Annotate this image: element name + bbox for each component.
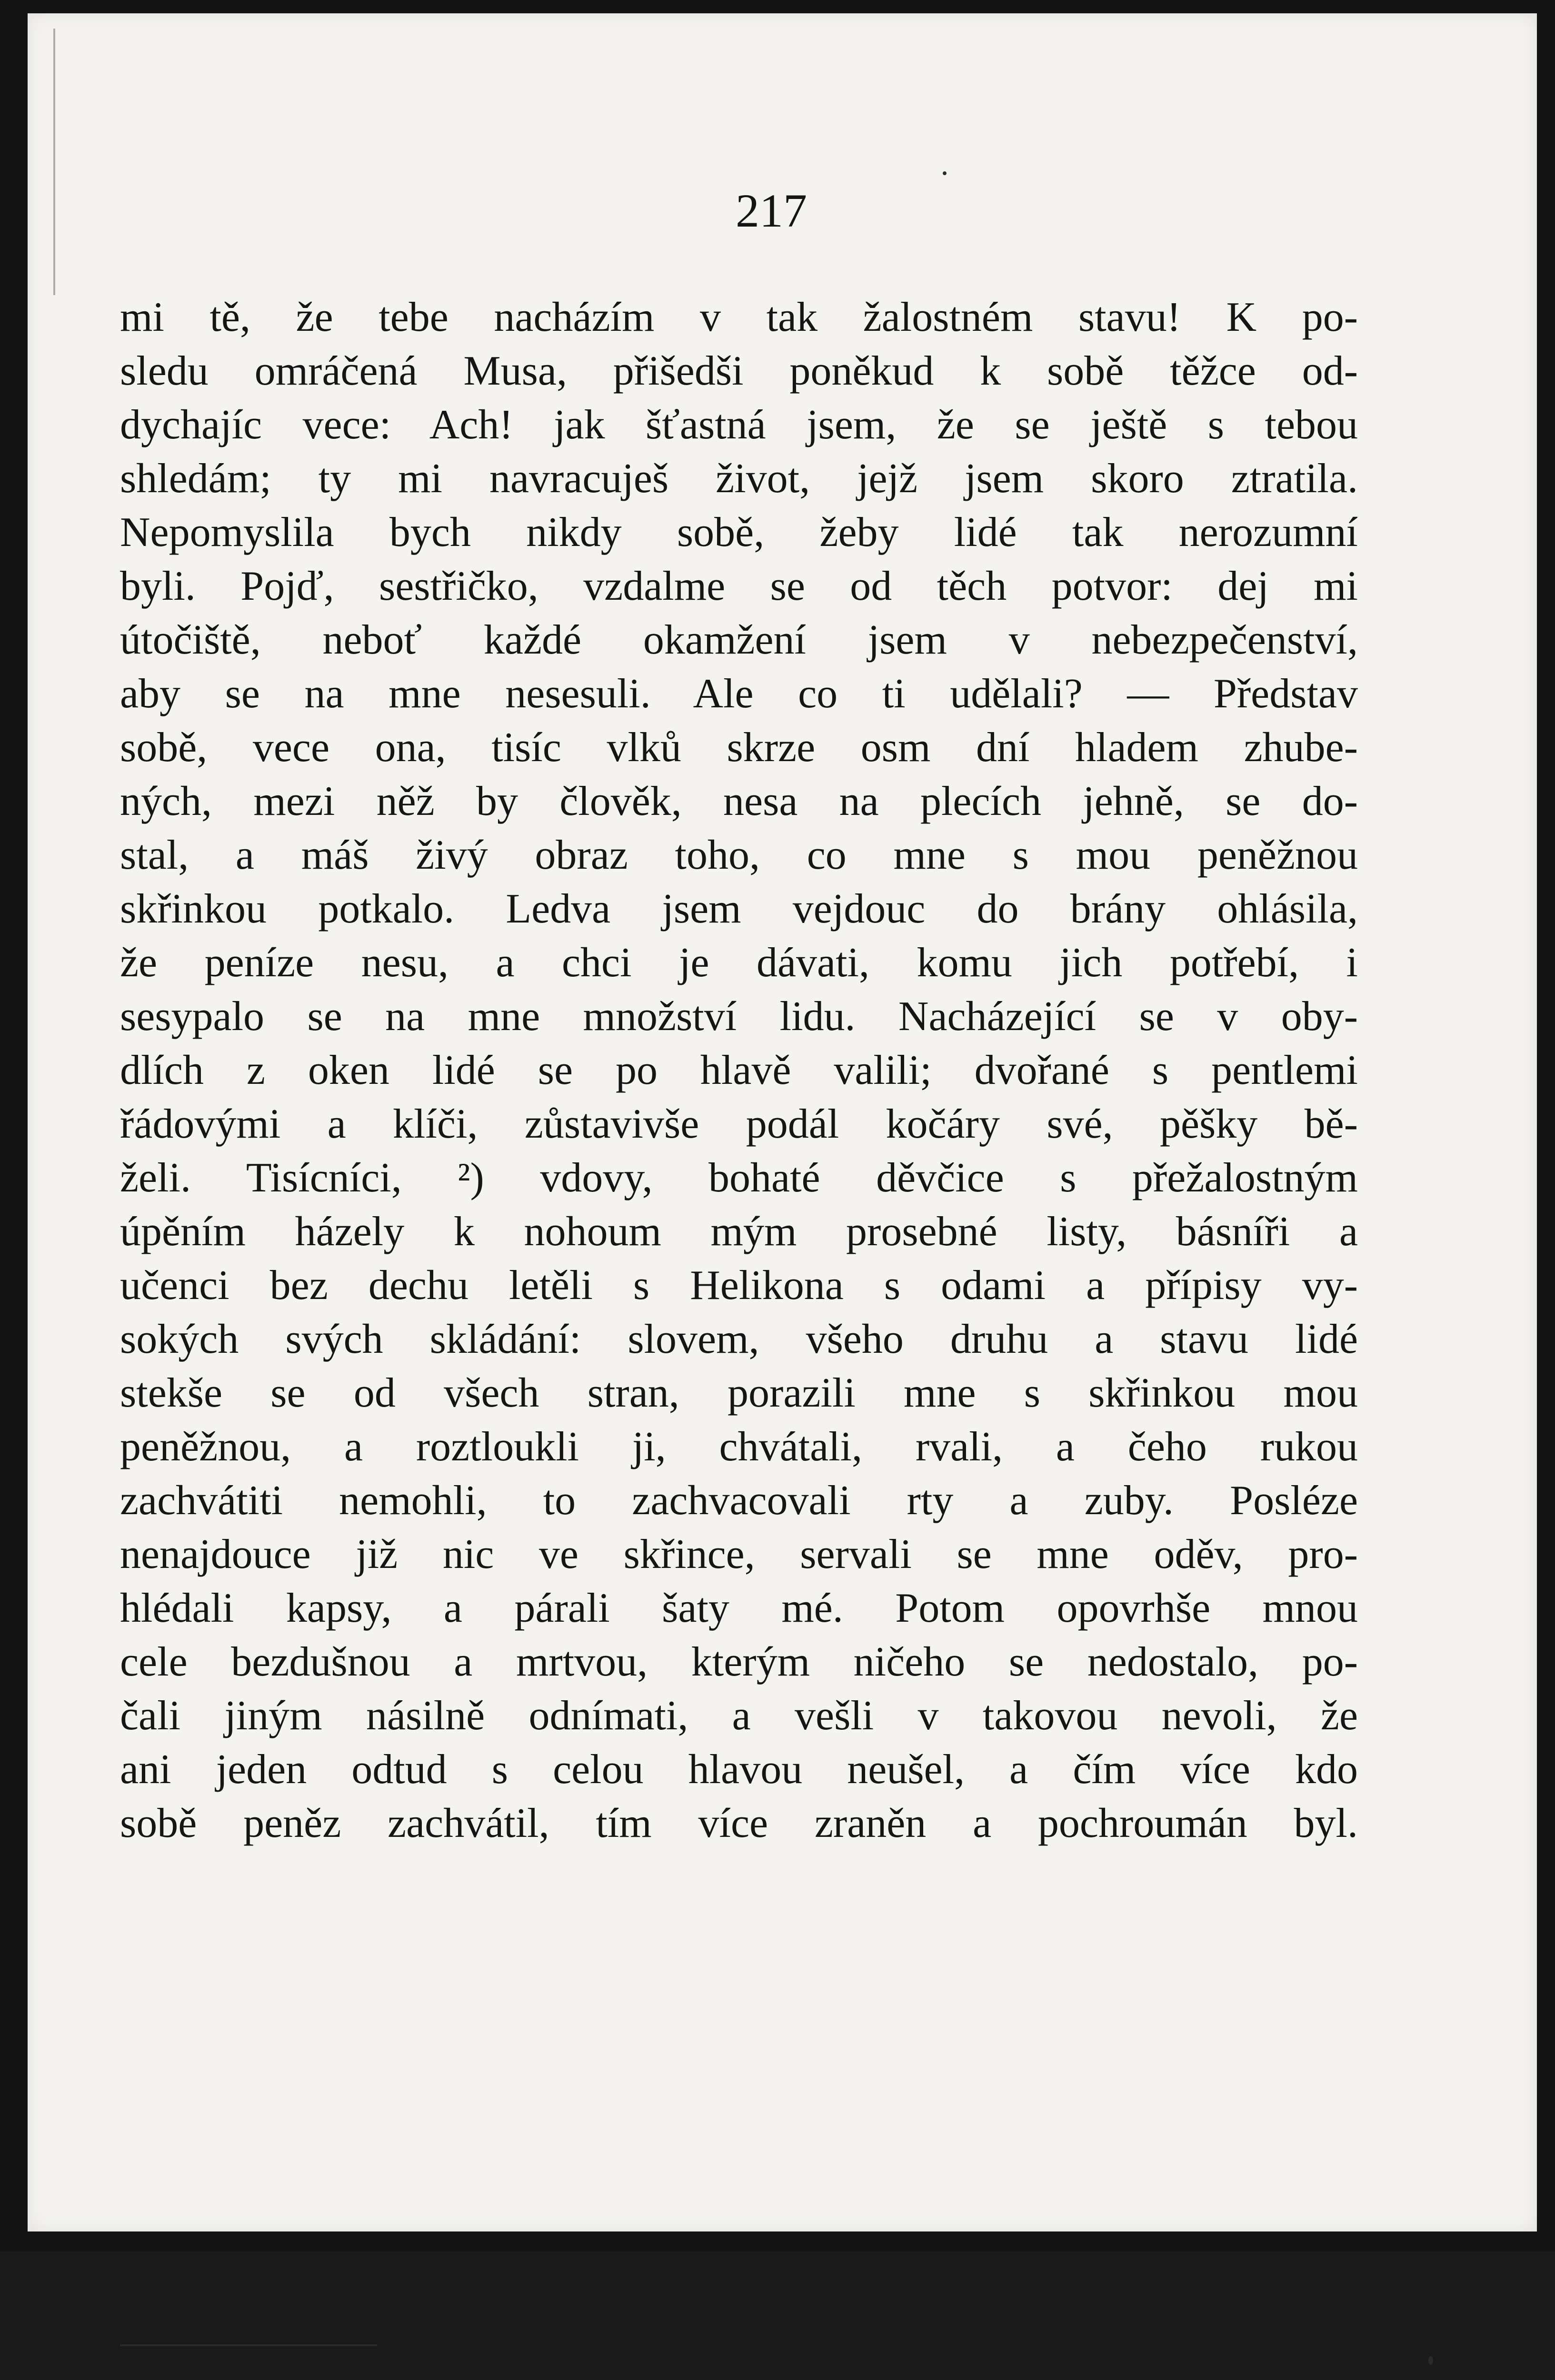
page-number: 217 xyxy=(736,184,807,237)
scan-artifact-line xyxy=(53,29,55,295)
text-line-18: úpěním házely k nohoum mým prosebné listy, básníři a xyxy=(120,1209,1358,1255)
scan-speck xyxy=(1428,2356,1433,2365)
text-line-26: cele bezdušnou a mrtvou, kterým ničeho se nedostalo, po- xyxy=(120,1639,1358,1685)
text-line-11: stal, a máš živý obraz toho, co mne s mou peněžnou xyxy=(120,832,1358,878)
text-line-16: řádovými a klíči, zůstavivše podál kočáry své, pěšky bě- xyxy=(120,1101,1358,1147)
text-line-7: útočiště, neboť každé okamžení jsem v nebezpečenství, xyxy=(120,617,1358,663)
text-line-28: ani jeden odtud s celou hlavou neušel, a čím více kdo xyxy=(120,1746,1358,1793)
text-line-4: shledám; ty mi navracuješ život, jejž jsem skoro ztratila. xyxy=(120,456,1358,502)
text-line-2: sledu omráčená Musa, přišedši poněkud k sobě těžce od- xyxy=(120,348,1358,394)
text-line-20: sokých svých skládání: slovem, všeho druhu a stavu lidé xyxy=(120,1316,1358,1362)
text-line-14: sesypalo se na mne množství lidu. Nacházející se v oby- xyxy=(120,993,1358,1040)
text-line-29: sobě peněz zachvátil, tím více zraněn a pochroumán byl. xyxy=(120,1800,1358,1846)
text-line-15: dlích z oken lidé se po hlavě valili; dvořané s pentlemi xyxy=(120,1047,1358,1093)
page-body xyxy=(120,290,1358,1850)
text-line-19: učenci bez dechu letěli s Helikona s odami a přípisy vy- xyxy=(120,1262,1358,1309)
text-line-27: čali jiným násilně odnímati, a vešli v takovou nevoli, že xyxy=(120,1693,1358,1739)
text-line-17: želi. Tisícníci, ²) vdovy, bohaté děvčice s přežalostným xyxy=(120,1155,1358,1201)
footnote-rule xyxy=(120,2344,377,2346)
text-line-24: nenajdouce již nic ve skřince, servali se mne oděv, pro- xyxy=(120,1531,1358,1577)
text-line-21: stekše se od všech stran, porazili mne s skřinkou mou xyxy=(120,1370,1358,1416)
text-line-12: skřinkou potkalo. Ledva jsem vejdouc do brány ohlásila, xyxy=(120,886,1358,932)
text-line-6: byli. Pojď, sestřičko, vzdalme se od těch potvor: dej mi xyxy=(120,563,1358,609)
text-line-13: že peníze nesu, a chci je dávati, komu jich potřebí, i xyxy=(120,940,1358,986)
text-line-3: dychajíc vece: Ach! jak šťastná jsem, že se ještě s tebou xyxy=(120,402,1358,448)
text-line-5: Nepomyslila bych nikdy sobě, žeby lidé tak nerozumní xyxy=(120,509,1358,555)
text-line-25: hlédali kapsy, a párali šaty mé. Potom opovrhše mnou xyxy=(120,1585,1358,1631)
text-line-23: zachvátiti nemohli, to zachvacovali rty a zuby. Posléze xyxy=(120,1478,1358,1524)
text-line-9: sobě, vece ona, tisíc vlků skrze osm dní hladem zhube- xyxy=(120,724,1358,771)
text-line-10: ných, mezi něž by člověk, nesa na plecích jehně, se do- xyxy=(120,778,1358,824)
text-line-8: aby se na mne nesesuli. Ale co ti udělali? — Představ xyxy=(120,671,1358,717)
scan-speck xyxy=(943,171,947,175)
text-line-22: peněžnou, a roztloukli ji, chvátali, rvali, a čeho rukou xyxy=(120,1424,1358,1470)
text-line-1: mi tě, že tebe nacházím v tak žalostném stavu! K po- xyxy=(120,294,1358,340)
